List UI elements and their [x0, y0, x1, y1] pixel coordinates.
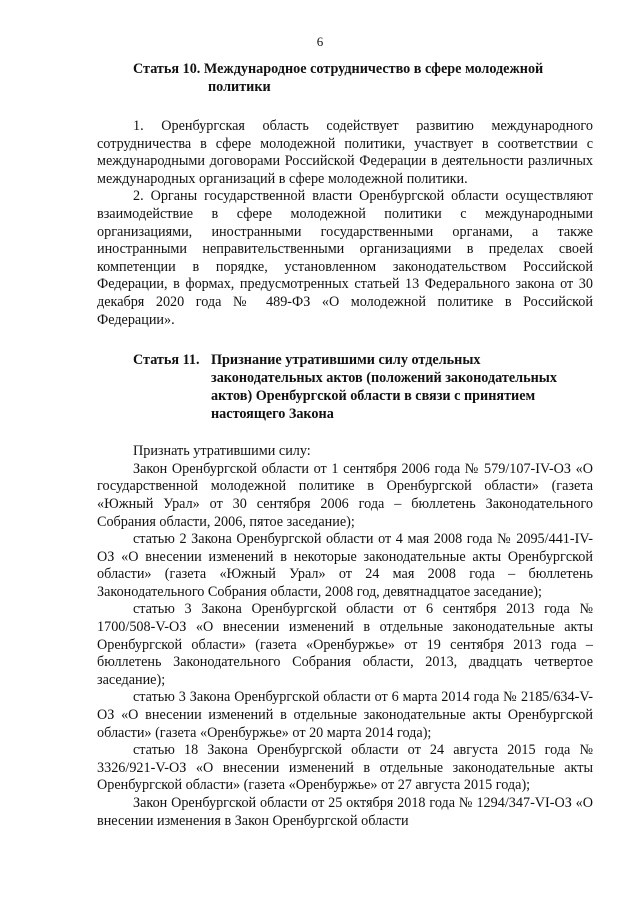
- article-11-intro: Признать утратившими силу:: [133, 443, 311, 460]
- article-10-paragraph-2: 2. Органы государственной власти Оренбургской области осуществляют взаимодействие в сфере молодежной политики с международными организациями, иностранными государственными органами, а также иностранными неправительственными организациями в пределах своей компетенции в порядке, установленном законодательством Российской Федерации, в формах, предусмотренных статьей 13 Федерального закона от 30 декабря 2020 года № 489-ФЗ «О молодежной политике в Российской Федерации».: [97, 188, 593, 328]
- article-10-heading: [133, 60, 593, 96]
- article-11-title: Признание утратившими силу отдельных законодательных актов (положений законодательных актов) Оренбургской области в связи с принятием настоящего Закона: [211, 352, 557, 423]
- article-11-label: Статья 11.: [133, 352, 200, 369]
- repealed-item-3: статью 3 Закона Оренбургской области от 6 сентября 2013 года № 1700/508-V-ОЗ «О внесении изменений в отдельные законодательные акты Оренбургской области» (газета «Оренбуржье» от 19 сентября 2013 года – бюллетень Законодательного Собрания области, 2013, двадцать четвертое заседание);: [97, 601, 593, 688]
- repealed-item-6: Закон Оренбургской области от 25 октября 2018 года № 1294/347-VI-ОЗ «О внесении изменения в Закон Оренбургской области: [97, 795, 593, 829]
- repealed-item-2: статью 2 Закона Оренбургской области от 4 мая 2008 года № 2095/441-IV-ОЗ «О внесении изменений в некоторые законодательные акты Оренбургской области» (газета «Южный Урал» от 24 мая 2008 года – бюллетень Законодательного Собрания области, 2008 год, девятнадцатое заседание);: [97, 531, 593, 600]
- page-number: 6: [316, 34, 324, 49]
- repealed-item-1: Закон Оренбургской области от 1 сентября 2006 года № 579/107-IV-ОЗ «О государственной молодежной политике в Оренбургской области» (газета «Южный Урал» от 30 сентября 2006 года – бюллетень Законодательного Собрания области, 2006, пятое заседание);: [97, 460, 593, 530]
- article-10-paragraph-1: 1. Оренбургская область содействует развитию международного сотрудничества в сфере молодежной политики, участвует в соответствии с международными договорами Российской Федерации в деятельности различных международных организаций в сфере молодежной политики.: [97, 118, 593, 187]
- repealed-item-4: статью 3 Закона Оренбургской области от 6 марта 2014 года № 2185/634-V-ОЗ «О внесении изменений в отдельные законодательные акты Оренбургской области» (газета «Оренбуржье» от 20 марта 2014 года);: [97, 689, 593, 741]
- document-body: [97, 60, 593, 830]
- article-11-heading: [133, 351, 593, 423]
- article-10-heading-line2: политики: [208, 79, 271, 95]
- repealed-item-5: статью 18 Закона Оренбургской области от 24 августа 2015 года № 3326/921-V-ОЗ «О внесении изменений в отдельные законодательные акты Оренбургской области» (газета «Оренбуржье» от 27 августа 2015 года);: [97, 742, 593, 794]
- article-10-heading-line1: Статья 10. Международное сотрудничество в сфере молодежной: [133, 61, 544, 77]
